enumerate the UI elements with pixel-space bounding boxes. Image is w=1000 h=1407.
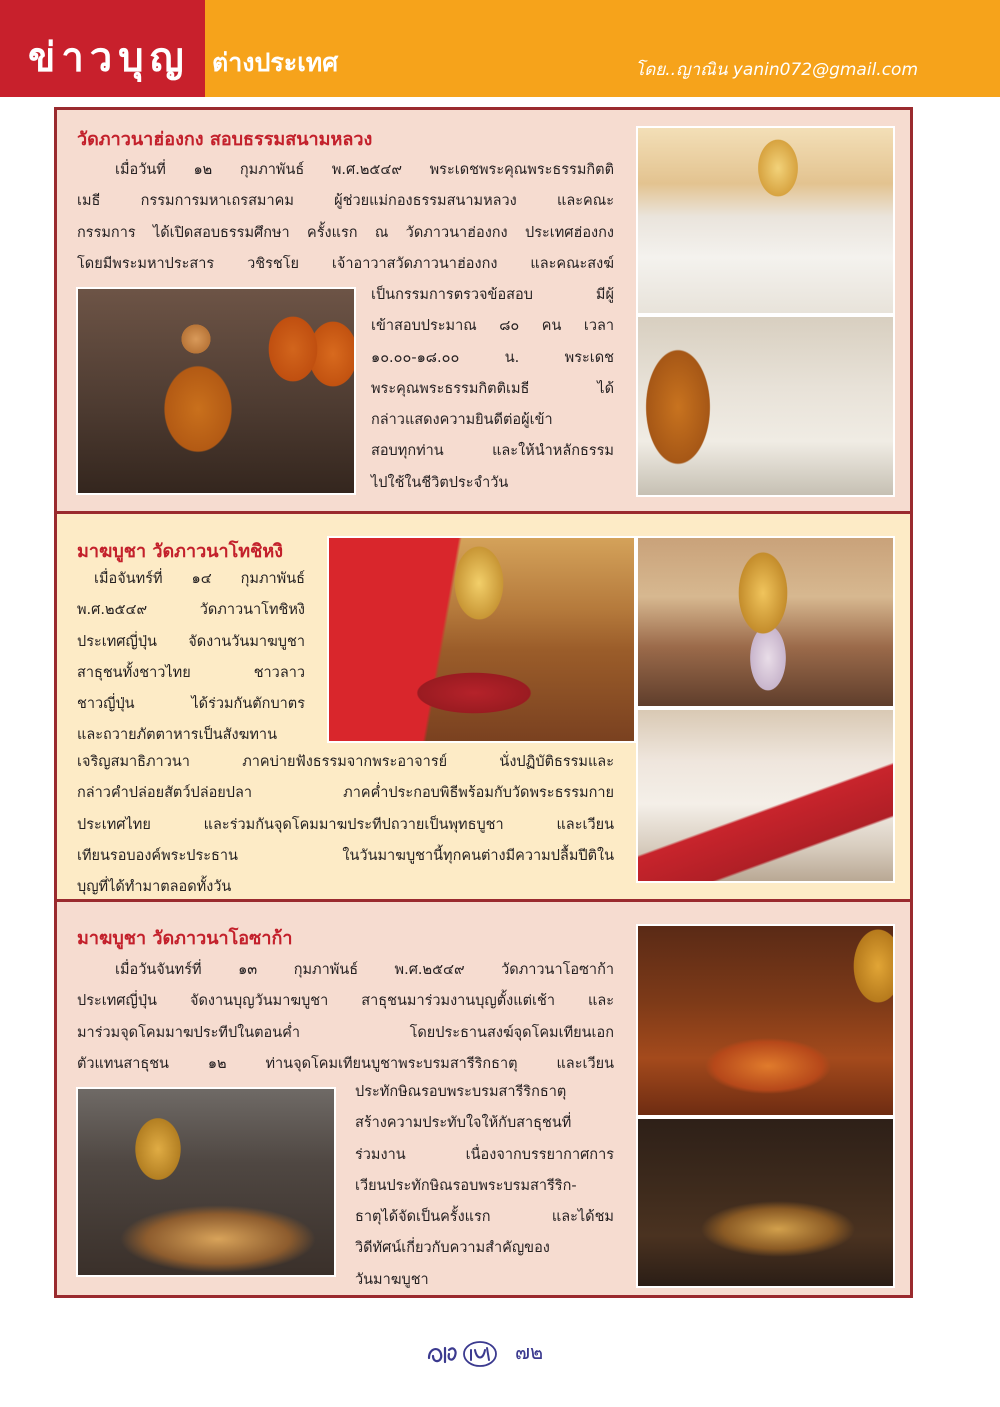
- photo-ceremony-red-carpet: [327, 536, 636, 743]
- column-title: ข่าวบุญ: [28, 34, 190, 81]
- text-line: ธาตุได้จัดเป็นครั้งแรก และได้ชม: [355, 1209, 614, 1226]
- photo-relic-circumambulation: [636, 924, 895, 1117]
- text-line: เมื่อวันที่ ๑๒ กุมภาพันธ์ พ.ศ.๒๕๔๙ พระเดชพระคุณพระธรรมกิตติ: [115, 162, 614, 178]
- text-line: ประทักษิณรอบพระบรมสารีริกธาตุ: [355, 1084, 567, 1100]
- page-number: ๗๒: [515, 1340, 544, 1364]
- text-line: เมธี กรรมการมหาเถรสมาคม ผู้ช่วยแม่กองธรรมสนามหลวง และคณะ: [77, 193, 614, 210]
- photo-candle-lanterns: [76, 1087, 336, 1277]
- text-line: ประเทศญี่ปุ่น จัดงานวันมาฆบูชา: [77, 633, 305, 650]
- text-line: โดยมีพระมหาประสาร วชิรชโย เจ้าอาวาสวัดภาวนาฮ่องกง และคณะสงฆ์: [77, 255, 614, 272]
- text-line: ไปใช้ในชีวิตประจำวัน: [371, 474, 509, 491]
- section-title: วัดภาวนาฮ่องกง สอบธรรมสนามหลวง: [77, 129, 373, 150]
- photo-night-candles: [636, 1117, 895, 1288]
- text-line: สอบทุกท่าน และให้นำหลักธรรม: [371, 443, 614, 460]
- text-line: วันมาฆบูชา: [355, 1271, 429, 1288]
- photo-altar-candles: [636, 536, 895, 708]
- author-byline: โดย..ญาณิน yanin072@gmail.com: [635, 60, 918, 80]
- photo-exam-room: [636, 315, 895, 497]
- text-line: พระคุณพระธรรมกิตติเมธี ได้: [371, 380, 614, 397]
- text-line: กรรมการ ได้เปิดสอบธรรมศึกษา ครั้งแรก ณ วัดภาวนาฮ่องกง ประเทศฮ่องกง: [77, 224, 614, 241]
- text-line: บุญที่ได้ทำมาตลอดทั้งวัน: [77, 879, 232, 896]
- photo-devotees-seated: [636, 708, 895, 883]
- section-title: มาฆบูชา วัดภาวนาโทชิหงิ: [77, 541, 284, 562]
- text-line: ประเทศไทย และร่วมกันจุดโคมมาฆประทีปถวายเป็นพุทธบูชา และเวียน: [77, 816, 614, 833]
- text-line: พ.ศ.๒๕๔๙ วัดภาวนาโทชิหงิ: [77, 602, 305, 619]
- text-line: เทียนรอบองค์พระประธาน ในวันมาฆบูชานี้ทุกคนต่างมีความปลื้มปีติใน: [77, 847, 614, 864]
- text-line: กล่าวแสดงความยินดีต่อผู้เข้า: [371, 412, 553, 429]
- text-line: วิดีทัศน์เกี่ยวกับความสำคัญของ: [355, 1240, 550, 1257]
- text-line: สาธุชนทั้งชาวไทย ชาวลาว: [77, 664, 305, 681]
- section-body-bottom: [77, 747, 614, 903]
- text-line: ประเทศญี่ปุ่น จัดงานบุญวันมาฆบูชา สาธุชนมาร่วมงานบุญตั้งแต่เช้า และ: [77, 993, 614, 1010]
- text-line: เป็นกรรมการตรวจข้อสอบ มีผู้: [371, 287, 614, 303]
- section-body-top: [77, 955, 614, 1080]
- photo-exam-hall: [636, 126, 895, 315]
- text-line: เจริญสมาธิภาวนา ภาคบ่ายฟังธรรมจากพระอาจารย์ นั่งปฏิบัติธรรมและ: [77, 754, 614, 770]
- section-body-side: [77, 564, 305, 752]
- section-body-side: [355, 1077, 614, 1296]
- logo-text: อยู่ในบุญ: [425, 1338, 429, 1339]
- section-body-top: [77, 155, 614, 280]
- section-body-side: [371, 280, 614, 499]
- text-line: เมื่อวันจันทร์ที่ ๑๓ กุมภาพันธ์ พ.ศ.๒๕๔๙ วัดภาวนาโอซาก้า: [115, 962, 614, 978]
- text-line: ตัวแทนสาธุชน ๑๒ ท่านจุดโคมเทียนบูชาพระบรมสารีริกธาตุ และเวียน: [77, 1055, 614, 1072]
- section-title: มาฆบูชา วัดภาวนาโอซาก้า: [77, 928, 293, 949]
- text-line: สร้างความประทับใจให้กับสาธุชนที่: [355, 1115, 572, 1132]
- text-line: ๑๐.๐๐-๑๘.๐๐ น. พระเดช: [371, 349, 614, 366]
- text-line: เวียนประทักษิณรอบพระบรมสารีริก-: [355, 1177, 577, 1194]
- text-line: เมื่อจันทร์ที่ ๑๔ กุมภาพันธ์: [94, 571, 305, 587]
- photo-monk-speaking: [76, 287, 356, 495]
- text-line: และถวายภัตตาหารเป็นสังฆทาน: [77, 727, 277, 744]
- column-subtitle: ต่างประเทศ: [212, 48, 339, 77]
- text-line: เข้าสอบประมาณ ๘๐ คน เวลา: [371, 318, 614, 335]
- magazine-logo: [425, 1338, 500, 1368]
- text-line: กล่าวคำปล่อยสัตว์ปล่อยปลา ภาคค่ำประกอบพิธีพร้อมกับวัดพระธรรมกาย: [77, 785, 614, 802]
- text-line: ร่วมงาน เนื่องจากบรรยากาศการ: [355, 1146, 614, 1163]
- text-line: มาร่วมจุดโคมมาฆประทีปในตอนค่ำ โดยประธานสงฆ์จุดโคมเทียนเอก: [77, 1024, 614, 1041]
- text-line: ชาวญี่ปุ่น ได้ร่วมกันตักบาตร: [77, 696, 305, 713]
